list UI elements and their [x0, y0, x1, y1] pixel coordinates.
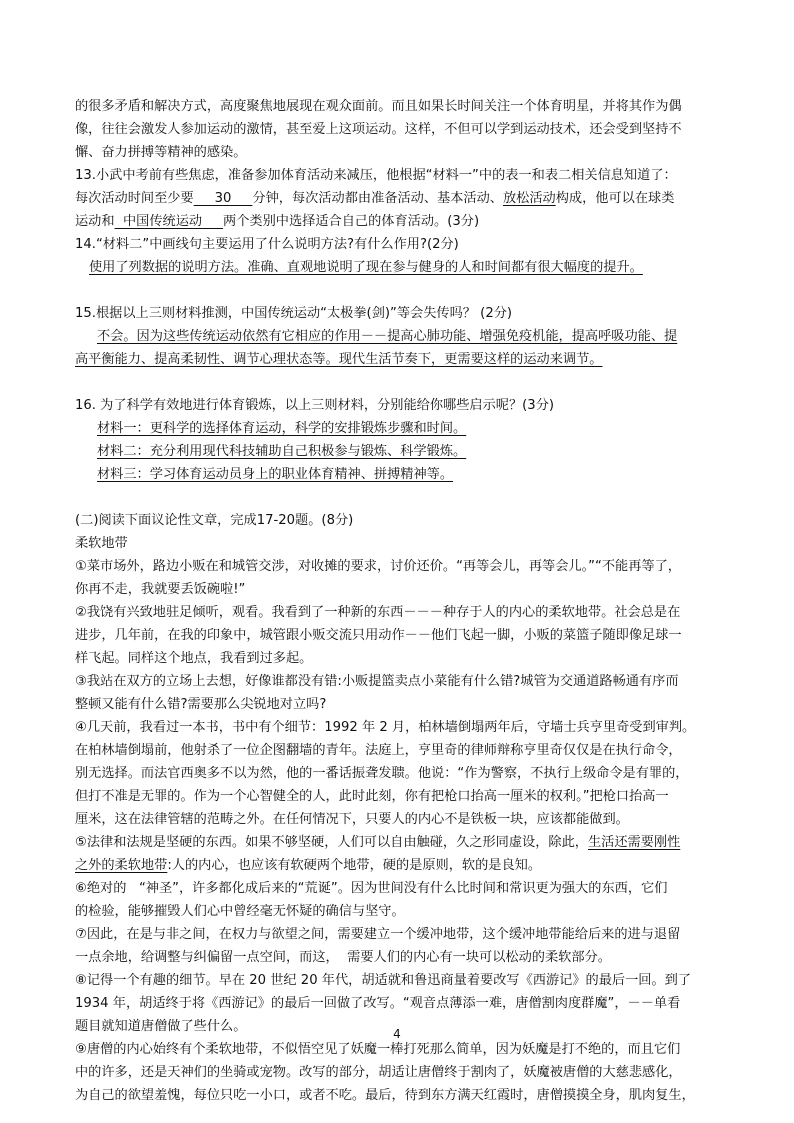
answer-15-cont: 高平衡能力、提高柔韧性、调节心理状态等。现代生活节奏下，更需要这样的运动来调节。: [75, 352, 603, 367]
answer-blank: 30: [193, 191, 253, 206]
paragraph-2: ②我饶有兴致地驻足倾听，观看。我看到了一种新的东西－－－种存于人的内心的柔软地带。社会总是在: [75, 605, 681, 620]
paragraph-6-cont: 的检验，能够摧毁人们心中曾经毫无怀疑的确信与坚守。: [75, 904, 405, 919]
paragraph-8-cont: 题目就知道唐僧做了些什么。: [75, 1019, 247, 1034]
paragraph-4-cont: 但打不准是无罪的。作为一个心智健全的人，此时此刻，你有把枪口抬高一厘米的权利。”把枪口抬高一: [75, 789, 669, 804]
text-line: 的很多矛盾和解决方式，高度聚焦地展现在观众面前。而且如果长时间关注一个体育明星，并将其作为偶: [75, 99, 682, 114]
paragraph-5: ⑤法律和法规是坚硬的东西。如果不够坚硬，人们可以自由触碰，久之形同虚设，除此，生活还需要刚性: [75, 835, 681, 850]
answer-16-material-1: 材料一：更科学的选择体育运动，科学的安排锻炼步骤和时间。: [97, 421, 467, 436]
paragraph-5-cont: 之外的柔软地带:人的内心，也应该有软硬两个地带，硬的是原则，软的是良知。: [75, 858, 542, 873]
answer-blank: 中国传统运动: [114, 214, 224, 229]
answer-16-material-2: 材料二：充分利用现代科技辅助自己积极参与锻炼、科学锻炼。: [97, 444, 467, 459]
paragraph-4-cont: 别无选择。而法官西奥多不以为然，他的一番话振聋发聩。他说：“作为警察，不执行上级命令是有罪的，: [75, 766, 689, 781]
paragraph-4: ④几天前，我看过一本书，书中有个细节：1992 年 2 月，柏林墙倒塌两年后，守墙士兵亨里奇受到审判。: [75, 720, 696, 735]
question-15: 15.根据以上三则材料推测，中国传统运动“太极拳(剑)”等会失传吗？ (2分): [75, 306, 513, 321]
answer-14: 使用了列数据的说明方法。准确、直观地说明了现在参与健身的人和时间都有很大幅度的提升。: [89, 260, 643, 275]
page-number: 4: [393, 1027, 401, 1041]
paragraph-9-cont: 为自己的欲望羞愧，每位只吃一小口，或者不吃。最后，待到东方满天红霞时，唐僧摸摸全身，肌肉复生，: [75, 1088, 695, 1103]
text-line: 像，往往会激发人参加运动的激情，甚至爱上这项运动。这样，不但可以学到运动技术，还会受到坚持不: [75, 122, 682, 137]
paragraph-8-cont: 1934 年，胡适终于将《西游记》的最后一回做了改写。“观音点薄添一难，唐僧割肉度群魔”，－－单看: [75, 996, 681, 1011]
paragraph-7-cont: 一点余地，给调整与纠偏留一点空间，而这， 需要人们的内心有一块可以松动的柔软部分。: [75, 950, 611, 965]
paragraph-4-cont: 厘米，这在法律管辖的范畴之外。在任何情况下，只要人的内心不是铁板一块，应该都能做到。: [75, 812, 629, 827]
answer-15: 不会。因为这些传统运动依然有它相应的作用－－提高心肺功能、增强免疫机能，提高呼吸功能、提: [97, 329, 678, 344]
document-body: [75, 95, 725, 1107]
paragraph-3: ③我站在双方的立场上去想，好像谁都没有错:小贩提篮卖点小菜能有什么错?城管为交通道路畅通有序而: [75, 674, 679, 689]
paragraph-7: ⑦因此，在是与非之间，在权力与欲望之间，需要建立一个缓冲地带，这个缓冲地带能给后来的进与退留: [75, 927, 681, 942]
question-13-line-3: 运动和 中国传统运动 两个类别中选择适合自己的体育活动。(3分): [75, 214, 480, 229]
paragraph-1: ①菜市场外，路边小贩在和城管交涉，对收摊的要求，讨价还价。“再等会儿，再等会儿。”“不能再等了，: [75, 559, 681, 574]
paragraph-4-cont: 在柏林墙倒塌前，他射杀了一位企图翻墙的青年。法庭上，亨里奇的律师辩称亨里奇仅仅是在执行命令，: [75, 743, 682, 758]
text-line: 懈、奋力拼搏等精神的感染。: [75, 145, 247, 160]
underlined-sentence: 生活还需要刚性: [587, 835, 681, 850]
underlined-sentence: 之外的柔软地带: [75, 858, 168, 873]
paragraph-1-cont: 你再不走，我就要丢饭碗啦!”: [75, 582, 246, 597]
question-14: 14.“材料二”中画线句主要运用了什么说明方法?有什么作用?(2分): [75, 237, 459, 252]
answer-blank: 放松活动: [502, 191, 556, 206]
article-title: 柔软地带: [75, 536, 128, 551]
paragraph-8: ⑧记得一个有趣的细节。早在 20 世纪 20 年代，胡适就和鲁迅商量着要改写《西游记》的最后一回。到了: [75, 973, 692, 988]
answer-16-material-3: 材料三：学习体育运动员身上的职业体育精神、拼搏精神等。: [97, 467, 454, 482]
paragraph-9-cont: 中的许多，还是天神们的坐骑或宠物。改写的部分，胡适让唐僧终于割肉了，妖魔被唐僧的大慈悲感化，: [75, 1065, 682, 1080]
paragraph-2-cont: 样飞起。同样这个地点，我看到过多起。: [75, 651, 313, 666]
question-13-line-2: 每次活动时间至少要 30 分钟，每次活动都由准备活动、基本活动、放松活动构成，他可以在球类: [75, 191, 675, 206]
section-heading: (二)阅读下面议论性文章，完成17-20题。(8分): [75, 513, 354, 528]
question-16: 16. 为了科学有效地进行体育锻炼，以上三则材料，分别能给你哪些启示呢？(3分): [75, 398, 555, 413]
question-13: 13.小武中考前有些焦虑，准备参加体育活动来减压，他根据“材料一”中的表一和表二相关信息知道了：: [75, 168, 677, 183]
paragraph-2-cont: 进步，几年前，在我的印象中，城管跟小贩交流只用动作－－他们飞起一脚，小贩的菜篮子随即像足球一: [75, 628, 682, 643]
paragraph-3-cont: 整顿又能有什么错?需要那么尖锐地对立吗?: [75, 697, 327, 712]
paragraph-6: ⑥绝对的 “神圣”，许多都化成后来的“荒诞”。因为世间没有什么比时间和常识更为强大的东西，它们: [75, 881, 668, 896]
paragraph-9: ⑨唐僧的内心始终有个柔软地带，不似悟空见了妖魔一棒打死那么简单，因为妖魔是打不绝的，而且它们: [75, 1042, 681, 1057]
